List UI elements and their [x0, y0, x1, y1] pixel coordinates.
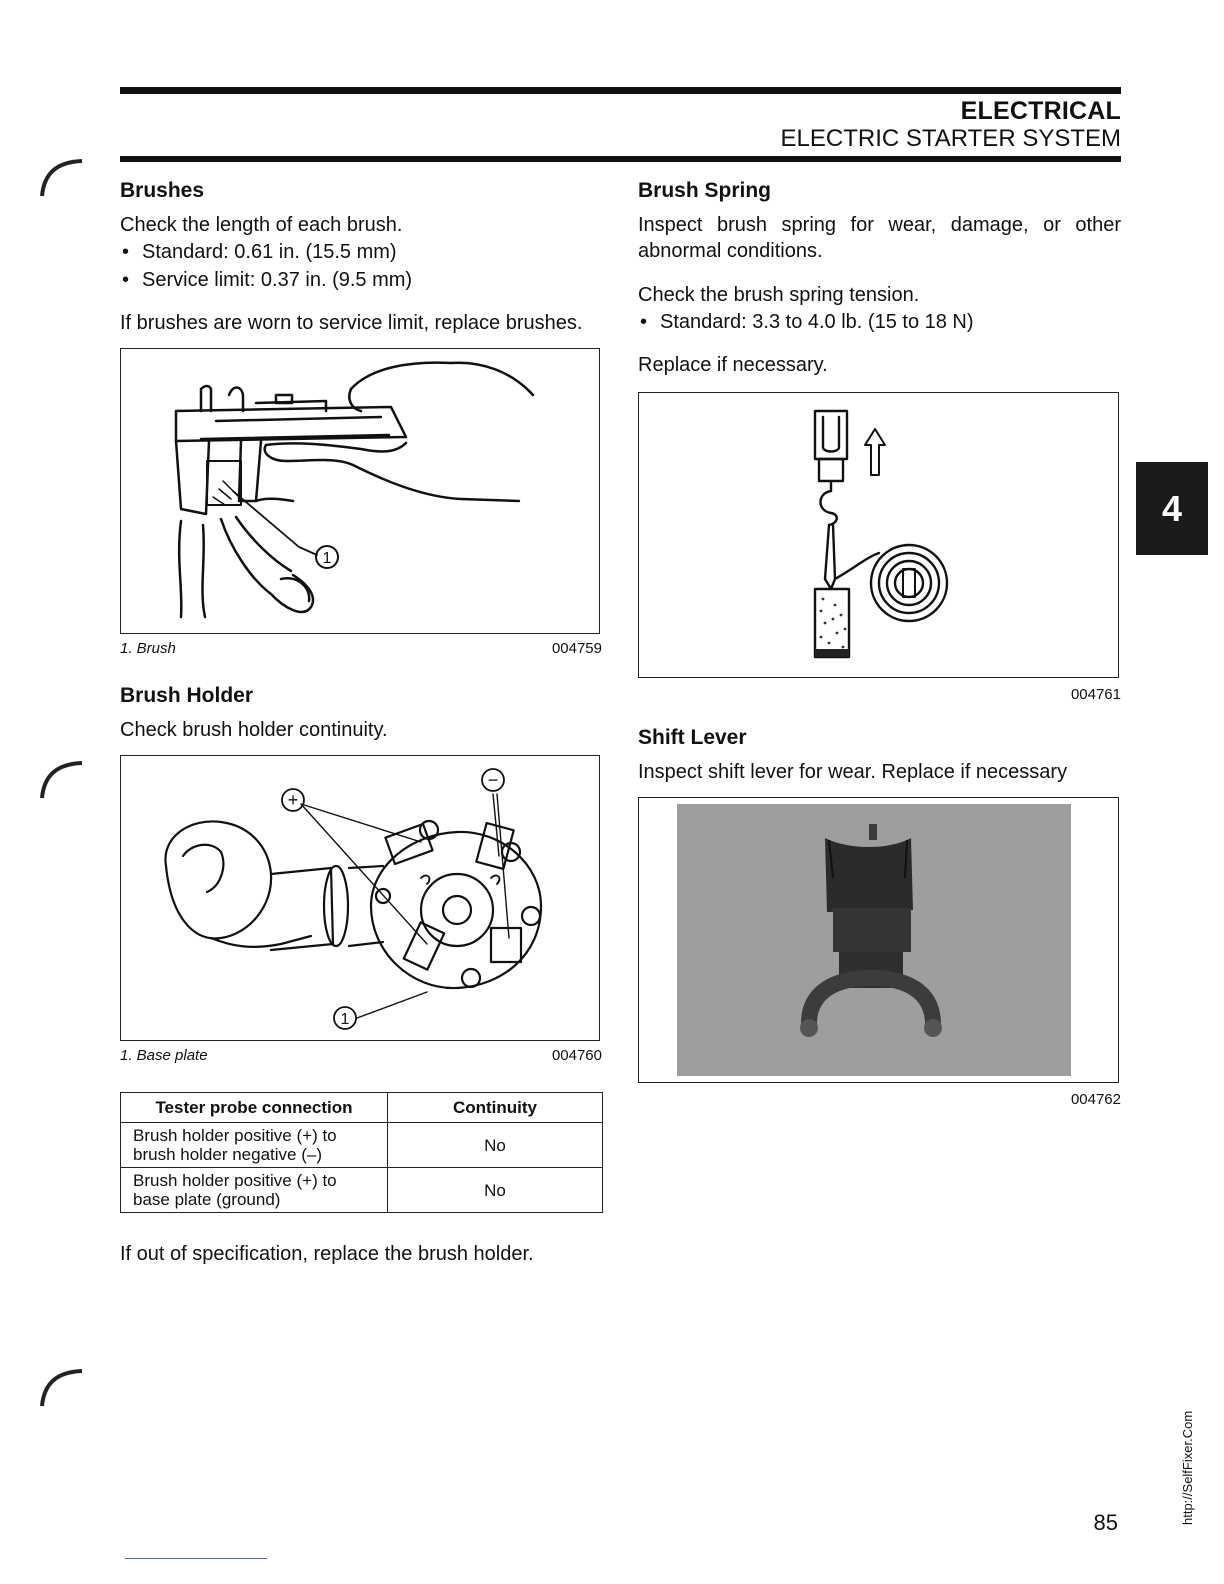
brush-spring-figure [638, 392, 1119, 678]
shift-lever-figure-id: 004762 [1070, 1091, 1121, 1108]
header-rule-top [120, 87, 1121, 94]
shift-lever-intro: Inspect shift lever for wear. Replace if necessary [638, 761, 1068, 783]
caliper-brush-illustration [121, 349, 599, 633]
probe-connection-line: Brush holder positive (+) to [133, 1171, 337, 1190]
table-header-row [121, 1093, 603, 1123]
brush-callout-number: 1 [322, 550, 332, 567]
subsection-title: ELECTRIC STARTER SYSTEM [780, 125, 1121, 152]
brushes-spec-standard: • Standard: 0.61 in. (15.5 mm) [120, 238, 602, 266]
brush-spring-figure-id: 004761 [1070, 686, 1121, 703]
probe-connection-line: base plate (ground) [133, 1190, 281, 1209]
brushes-intro: Check the length of each brush. [120, 214, 403, 236]
spring-gauge-illustration [639, 393, 1118, 677]
continuity-value-cell: No [388, 1123, 603, 1168]
brush-holder-heading: Brush Holder [120, 684, 254, 707]
binder-hole-mark-middle [38, 760, 86, 800]
shift-lever-photo [639, 798, 1118, 1082]
brush-figure-caption [120, 640, 602, 657]
header-rule-bottom [120, 156, 1121, 162]
table-row [121, 1168, 603, 1213]
brush-spring-heading: Brush Spring [638, 179, 772, 202]
brushes-spec-service-limit: • Service limit: 0.37 in. (9.5 mm) [120, 266, 602, 294]
brush-holder-figure-label: 1. Base plate [120, 1047, 208, 1064]
shift-lever-figure [638, 797, 1119, 1083]
brush-spring-intro: Inspect brush spring for wear, damage, or other abnormal conditions. [638, 214, 1121, 262]
negative-probe-symbol: − [487, 770, 499, 790]
brush-spring-spec-standard: • Standard: 3.3 to 4.0 lb. (15 to 18 N) [638, 308, 1121, 336]
continuity-value-cell: No [388, 1168, 603, 1213]
side-watermark-url: http://SelfFixer.Com [1180, 1410, 1195, 1525]
brush-holder-figure-id: 004760 [551, 1047, 602, 1064]
probe-connection-cell [121, 1168, 388, 1213]
section-title: ELECTRICAL [960, 97, 1121, 125]
brushes-instruction: If brushes are worn to service limit, replace brushes. [120, 312, 583, 334]
left-column [120, 178, 602, 1267]
continuity-table [120, 1092, 603, 1213]
brush-holder-footer-note: If out of specification, replace the brush holder. [120, 1243, 534, 1265]
brush-holder-figure [120, 755, 600, 1041]
brush-figure-id: 004759 [551, 640, 602, 657]
column-header-continuity: Continuity [388, 1093, 603, 1123]
shift-lever-heading: Shift Lever [638, 726, 747, 749]
brush-base-shadow [815, 649, 849, 657]
brush-measurement-figure [120, 348, 600, 634]
right-column [638, 178, 1121, 1108]
column-header-probe: Tester probe connection [121, 1093, 388, 1123]
brush-speckle-texture [820, 598, 847, 653]
brushes-heading: Brushes [120, 179, 205, 202]
brushes-spec-list [120, 238, 602, 294]
brush-spring-replace-note: Replace if necessary. [638, 354, 828, 376]
probe-connection-cell [121, 1123, 388, 1168]
binder-hole-mark-top [38, 158, 86, 198]
page-number: 85 [1093, 1510, 1118, 1535]
brush-holder-figure-caption [120, 1047, 602, 1064]
chapter-tab: 4 [1136, 462, 1208, 555]
footer-accent-line [125, 1558, 267, 1559]
probe-connection-line: brush holder negative (–) [133, 1145, 323, 1164]
brush-holder-intro: Check brush holder continuity. [120, 719, 388, 741]
positive-probe-symbol: + [287, 790, 299, 810]
brush-spring-tension-check: Check the brush spring tension. [638, 284, 920, 306]
probe-connection-line: Brush holder positive (+) to [133, 1126, 337, 1145]
base-plate-callout-number: 1 [340, 1011, 350, 1028]
brush-figure-label: 1. Brush [120, 640, 176, 657]
binder-hole-mark-bottom [38, 1368, 86, 1408]
brush-spring-spec-list [638, 308, 1121, 336]
table-row [121, 1123, 603, 1168]
brush-holder-illustration [121, 756, 599, 1040]
